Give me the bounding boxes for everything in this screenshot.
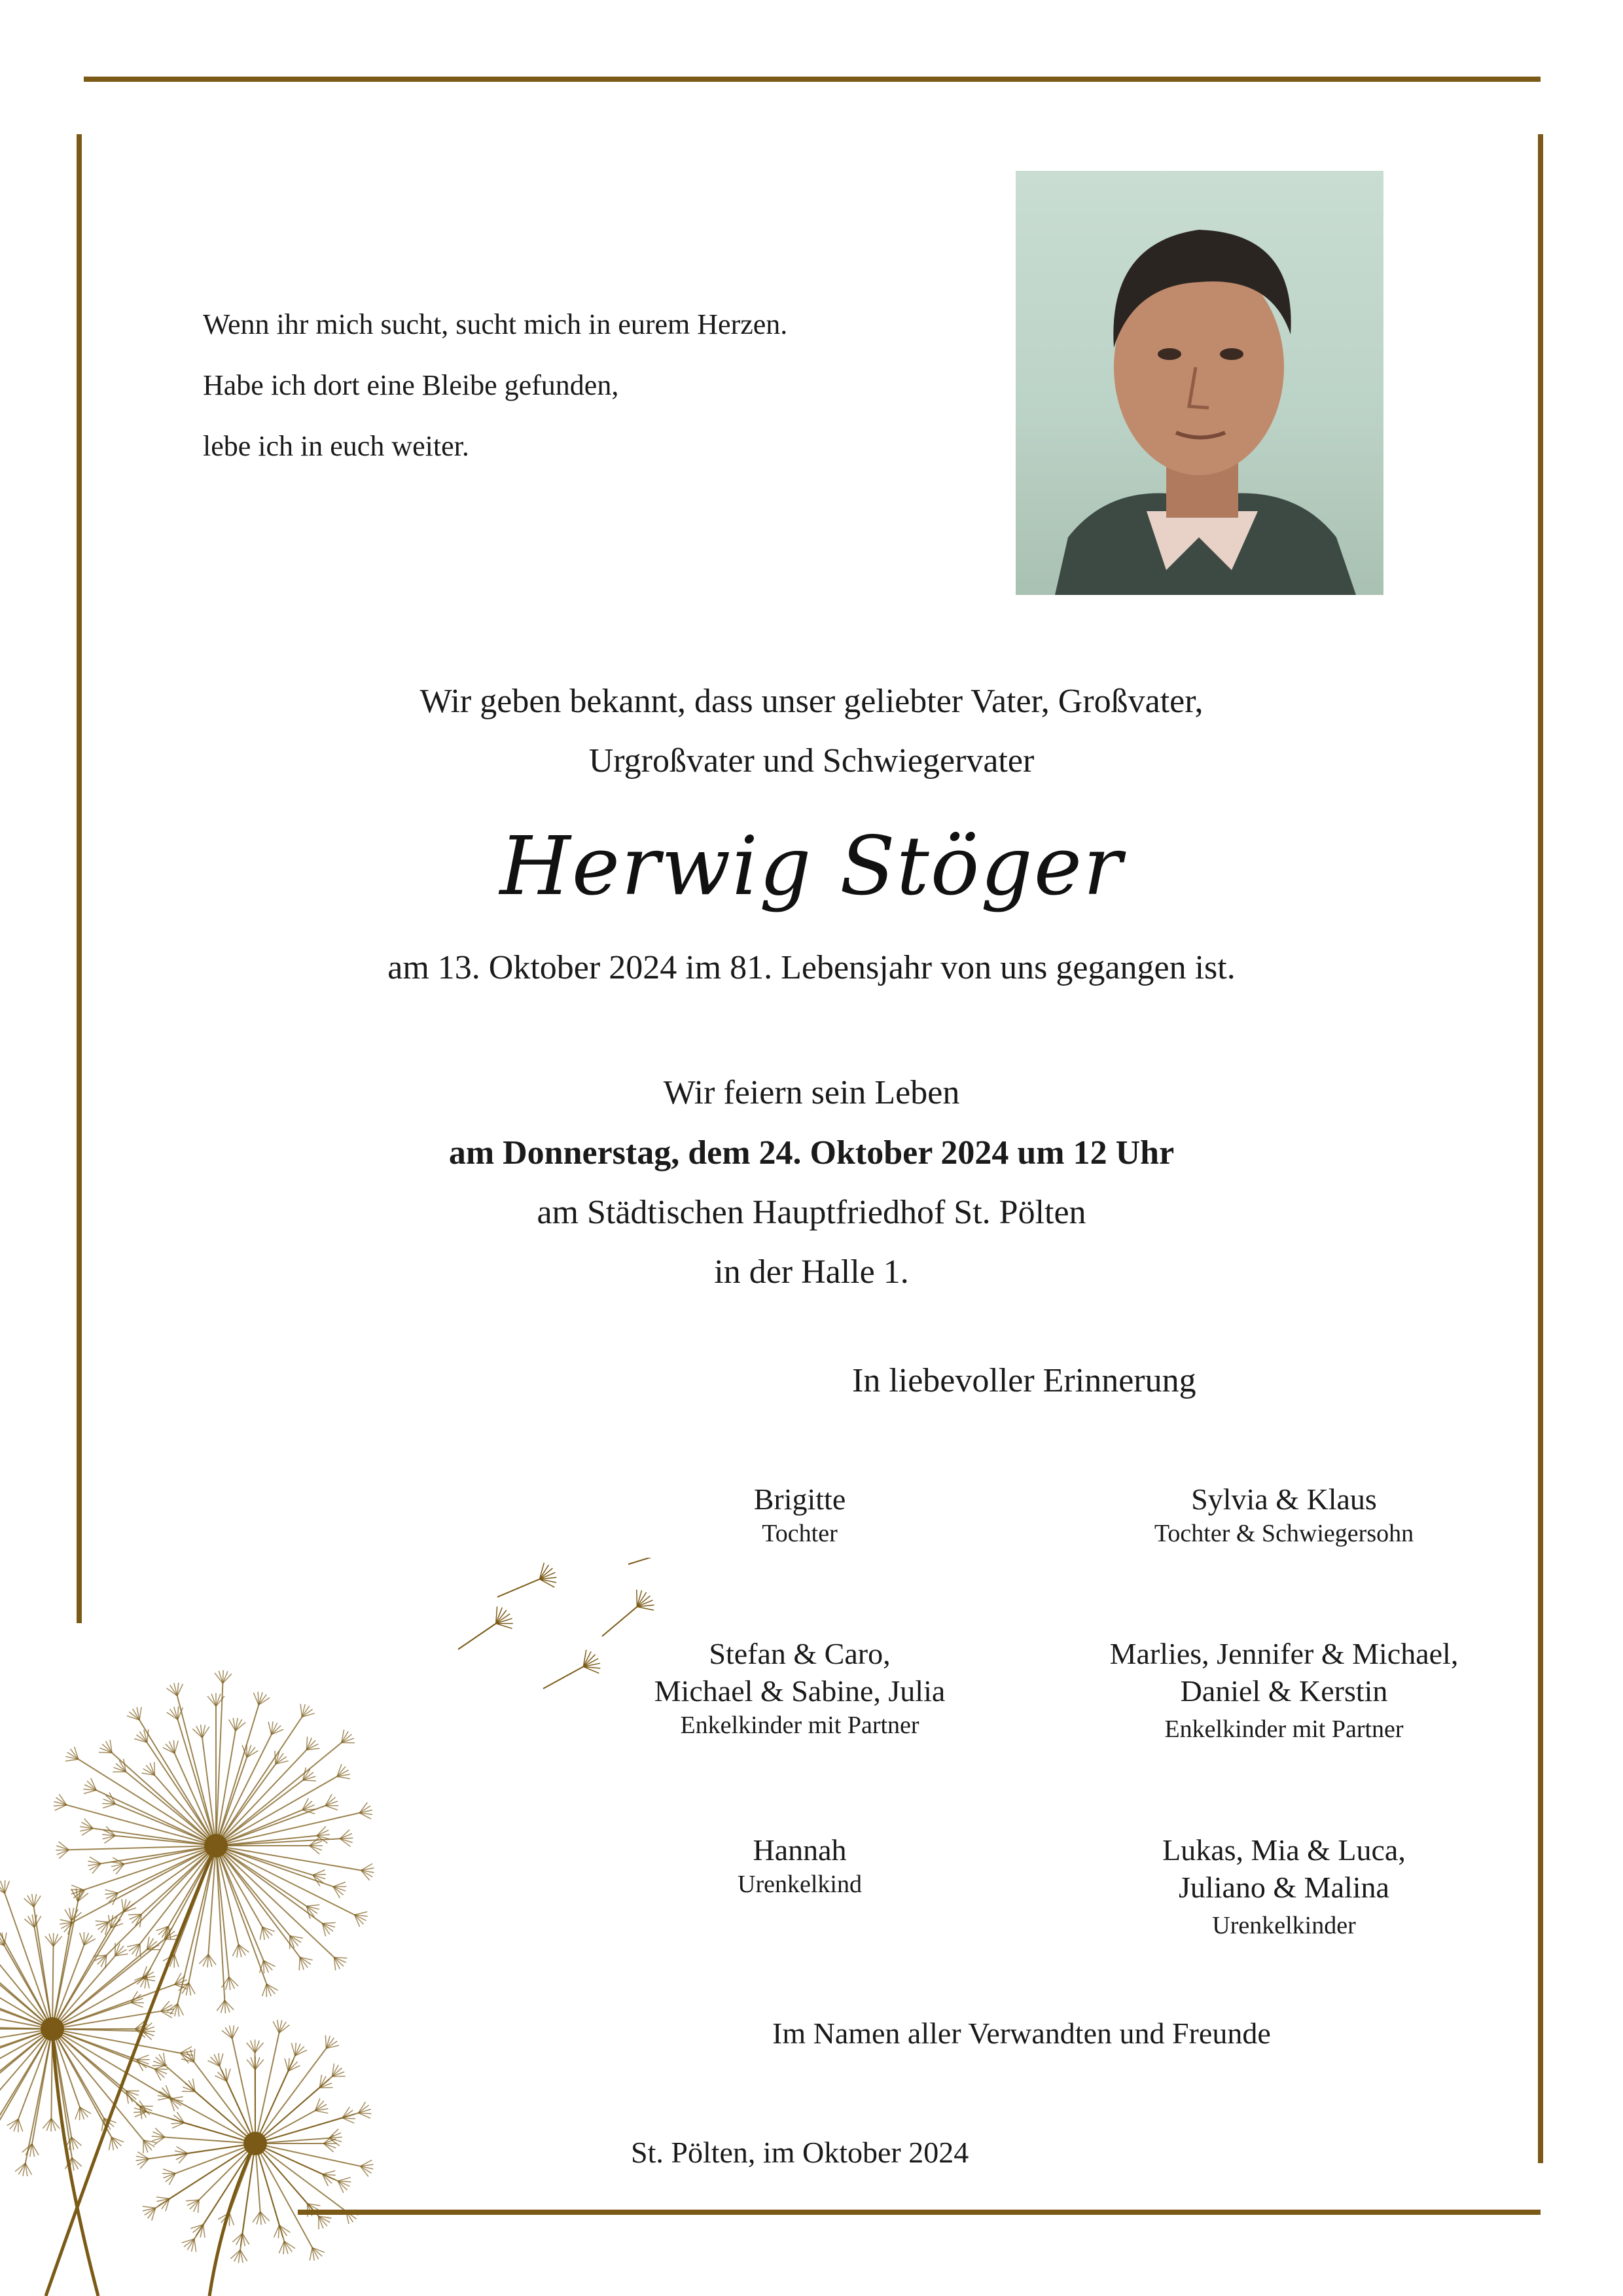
family-role: Urenkelkind xyxy=(738,1871,862,1898)
quote-line-3: lebe ich in euch weiter. xyxy=(203,430,469,462)
family-role: Tochter & Schwiegersohn xyxy=(1154,1520,1414,1547)
deceased-name: Herwig Stöger xyxy=(499,819,1124,914)
ceremony-location: am Städtischen Hauptfriedhof St. Pölten xyxy=(537,1194,1086,1231)
family-name: Hannah xyxy=(753,1833,847,1867)
family-entry-hannah xyxy=(603,1833,996,1899)
ceremony-hall: in der Halle 1. xyxy=(714,1253,909,1291)
ceremony-date-time: am Donnerstag, dem 24. Oktober 2024 um 12 Uhr xyxy=(448,1134,1175,1172)
top-border xyxy=(84,77,1541,82)
family-name: Stefan & Caro, xyxy=(709,1637,891,1670)
family-name: Lukas, Mia & Luca, xyxy=(1162,1833,1406,1867)
announcement-line-1: Wir geben bekannt, dass unser geliebter Vater, Großvater, xyxy=(419,683,1204,720)
quote-line-1: Wenn ihr mich sucht, sucht mich in eurem Herzen. xyxy=(203,308,788,340)
family-role: Enkelkinder mit Partner xyxy=(1164,1715,1404,1743)
family-role: Urenkelkinder xyxy=(1212,1912,1356,1939)
family-entry-brigitte xyxy=(603,1482,996,1548)
portrait-photo xyxy=(1016,171,1383,595)
quote-line-2: Habe ich dort eine Bleibe gefunden, xyxy=(203,369,619,401)
family-name: Daniel & Kerstin xyxy=(1180,1674,1388,1708)
announcement-line-3: am 13. Oktober 2024 im 81. Lebensjahr von uns gegangen ist. xyxy=(387,949,1236,986)
family-name: Brigitte xyxy=(753,1482,846,1516)
family-entry-sylvia-klaus xyxy=(1022,1482,1546,1548)
family-entry-great-grandchildren xyxy=(1022,1833,1546,1940)
family-name: Michael & Sabine, Julia xyxy=(654,1674,946,1708)
family-role: Tochter xyxy=(762,1520,838,1547)
family-name: Marlies, Jennifer & Michael, xyxy=(1109,1637,1459,1670)
place-and-date: St. Pölten, im Oktober 2024 xyxy=(631,2136,969,2169)
dandelion-illustration xyxy=(0,1558,654,2296)
closing-line: Im Namen aller Verwandten und Freunde xyxy=(772,2017,1271,2050)
ceremony-line-1: Wir feiern sein Leben xyxy=(663,1074,960,1111)
family-name: Juliano & Malina xyxy=(1179,1871,1389,1904)
remembrance-heading: In liebevoller Erinnerung xyxy=(852,1362,1196,1399)
family-entry-grandchildren-2 xyxy=(1022,1636,1546,1744)
portrait-figure xyxy=(1016,171,1383,595)
announcement-line-2: Urgroßvater und Schwiegervater xyxy=(588,742,1035,780)
family-role: Enkelkinder mit Partner xyxy=(680,1712,919,1739)
family-name: Sylvia & Klaus xyxy=(1191,1482,1377,1516)
